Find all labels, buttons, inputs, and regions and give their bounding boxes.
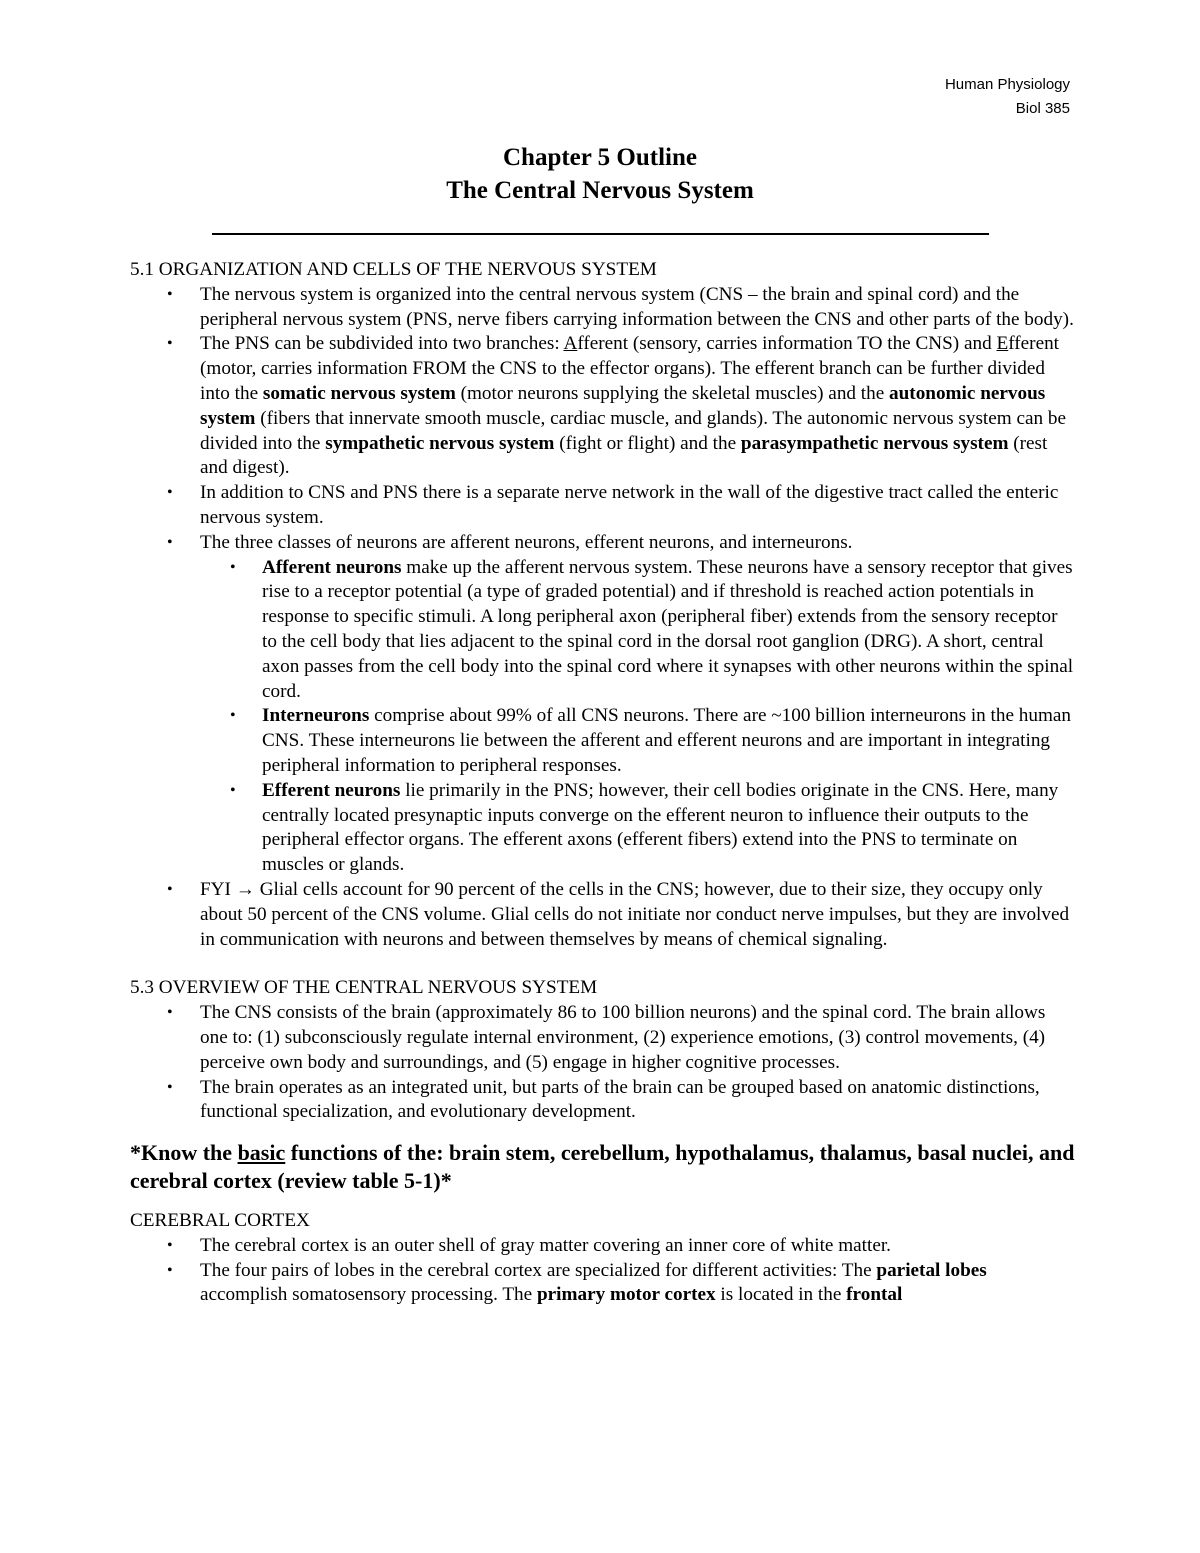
list-item: • The cerebral cortex is an outer shell of gray matter covering an inner core of white matter.: [130, 1234, 1075, 1259]
sub-list-item-efferent: • Efferent neurons lie primarily in the PNS; however, their cell bodies originate in the CNS. Here, many centrally located presynaptic inputs converge on the efferent neuron to influence their outputs to the peripheral effector organs. The efferent axons (efferent fibers) extend into the PNS to terminate on muscles or glands.: [130, 779, 1075, 878]
study-note: *Know the basic functions of the: brain stem, cerebellum, hypothalamus, thalamus, basal nuclei, and cerebral cortex (review table 5-1)*: [130, 1140, 1075, 1194]
list-item: • The CNS consists of the brain (approximately 86 to 100 billion neurons) and the spinal cord. The brain allows one to: (1) subconsciously regulate internal environment, (2) experience emotions, (3) control movements, (4) perceive own body and surroundings, and (5) engage in higher cognitive processes.: [130, 1001, 1075, 1075]
list-item: • The nervous system is organized into the central nervous system (CNS – the brain and spinal cord) and the peripheral nervous system (PNS, nerve fibers carrying information between the CNS and other parts of the body).: [130, 283, 1075, 333]
sub-list-item-interneurons: • Interneurons comprise about 99% of all CNS neurons. There are ~100 billion interneurons in the human CNS. These interneurons lie between the afferent and efferent neurons and are important in integrating peripheral information to peripheral responses.: [130, 704, 1075, 778]
neuron-class-list: [200, 556, 1075, 878]
course-header: [945, 73, 1070, 121]
section-5-1-list: [130, 283, 1075, 953]
title-divider: [212, 233, 989, 235]
list-item: • The brain operates as an integrated unit, but parts of the brain can be grouped based on anatomic distinctions, functional specialization, and evolutionary development.: [130, 1076, 1075, 1126]
sub-list-item-afferent: • Afferent neurons make up the afferent nervous system. These neurons have a sensory receptor that gives rise to a receptor potential (a type of graded potential) and if threshold is reached action potentials in response to specific stimuli. A long peripheral axon (peripheral fiber) extends from the sensory receptor to the cell body that lies adjacent to the spinal cord in the dorsal root ganglion (DRG). A short, central axon passes from the cell body into the spinal cord where it synapses with other neurons within the spinal cord.: [130, 556, 1075, 705]
section-heading-cerebral-cortex: CEREBRAL CORTEX: [130, 1210, 310, 1232]
list-item: • FYI → Glial cells account for 90 percent of the cells in the CNS; however, due to their size, they occupy only about 50 percent of the CNS volume. Glial cells do not initiate nor conduct nerve impulses, but they are involved in communication with neurons and between themselves by means of chemical signaling.: [130, 878, 1075, 952]
course-code: Biol 385: [1015, 100, 1070, 117]
list-item: • The PNS can be subdivided into two branches: Afferent (sensory, carries information TO the CNS) and Efferent (motor, carries information FROM the CNS to the effector organs). The efferent branch can be further divided into the somatic nervous system (motor neurons supplying the skeletal muscles) and the autonomic nervous system (fibers that innervate smooth muscle, cardiac muscle, and glands). The autonomic nervous system can be divided into the sympathetic nervous system (fight or flight) and the parasympathetic nervous system (rest and digest).: [130, 332, 1075, 481]
list-item: • In addition to CNS and PNS there is a separate nerve network in the wall of the digestive tract called the enteric nervous system.: [130, 481, 1075, 531]
chapter-title: Chapter 5 Outline: [503, 144, 697, 171]
list-item: • The three classes of neurons are afferent neurons, efferent neurons, and interneurons. • Afferent neurons make up the afferent nervous system. These neurons have a sensory receptor that gives rise to a receptor potential (a type of graded potential) and if threshold is reached action potentials in response to specific stimuli. A long peripheral axon (peripheral fiber) extends from the sensory receptor to the cell body that lies adjacent to the spinal cord in the dorsal root ganglion (DRG). A short, central axon passes from the cell body into the spinal cord where it synapses with other neurons within the spinal cord. • Interneurons comprise about 99% of all CNS neurons. There are ~100 billion interneurons in the human CNS. These interneurons lie between the afferent and efferent neurons and are important in integrating peripheral information to peripheral responses. • Efferent neurons lie primarily in the PNS; however, their cell bodies originate in the CNS. Here, many centrally located presynaptic inputs converge on the efferent neuron to influence their outputs to the peripheral effector organs. The efferent axons (efferent fibers) extend into the PNS to terminate on muscles or glands.: [130, 531, 1075, 878]
list-item: • The four pairs of lobes in the cerebral cortex are specialized for different activities: The parietal lobes accomplish somatosensory processing. The primary motor cortex is located in the frontal: [130, 1259, 1075, 1309]
section-heading-5-1: 5.1 ORGANIZATION AND CELLS OF THE NERVOUS SYSTEM: [130, 259, 657, 280]
section-5-3-list: [130, 1001, 1075, 1125]
course-name: Human Physiology: [944, 76, 1070, 93]
section-heading-5-3: 5.3 OVERVIEW OF THE CENTRAL NERVOUS SYSTEM: [130, 977, 598, 999]
outline-body: [130, 258, 1075, 1308]
cerebral-cortex-list: [130, 1234, 1075, 1308]
chapter-subtitle: The Central Nervous System: [446, 177, 754, 204]
